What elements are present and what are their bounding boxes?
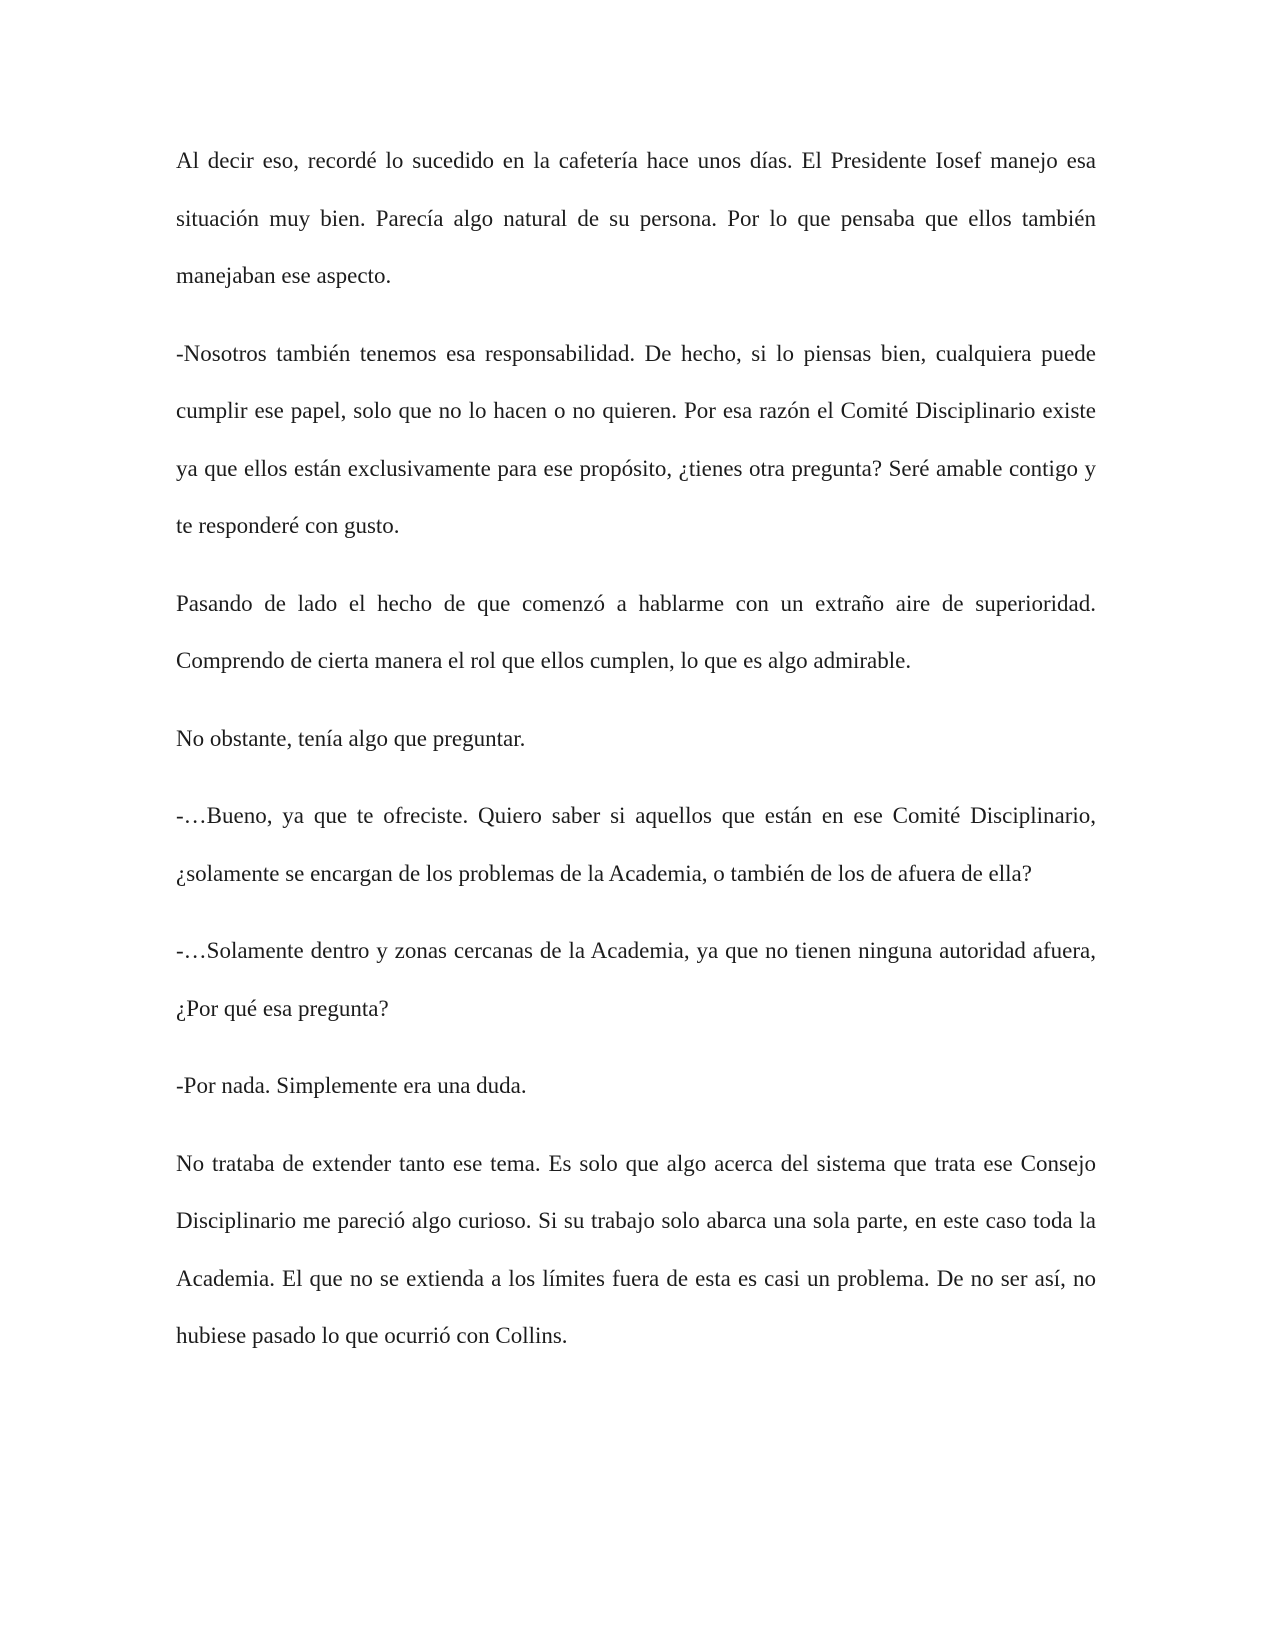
paragraph: No obstante, tenía algo que preguntar. [176, 725, 526, 751]
paragraph: Al decir eso, recordé lo sucedido en la cafetería hace unos días. El Presidente Iosef manejo esa situación muy bien. Parecía algo natural de su persona. Por lo que pensaba que ellos también manejaban ese aspecto. [176, 148, 1096, 288]
paragraph: No trataba de extender tanto ese tema. Es solo que algo acerca del sistema que trata ese Consejo Disciplinario me pareció algo curioso. Si su trabajo solo abarca una sola parte, en este caso toda la Academia. El que no se extienda a los límites fuera de esta es casi un problema. De no ser así, no hubiese pasado lo que ocurrió con Collins. [176, 1150, 1096, 1348]
paragraph: Pasando de lado el hecho de que comenzó a hablarme con un extraño aire de superioridad. Comprendo de cierta manera el rol que ellos cumplen, lo que es algo admirable. [176, 590, 1096, 673]
paragraph: -…Solamente dentro y zonas cercanas de la Academia, ya que no tienen ninguna autoridad afuera, ¿Por qué esa pregunta? [176, 938, 1096, 1021]
paragraph: -…Bueno, ya que te ofreciste. Quiero saber si aquellos que están en ese Comité Disciplinario, ¿solamente se encargan de los problemas de la Academia, o también de los de afuera de ella? [176, 803, 1096, 886]
body-text [176, 132, 1096, 1385]
paragraph: -Por nada. Simplemente era una duda. [176, 1073, 527, 1098]
paragraph: -Nosotros también tenemos esa responsabilidad. De hecho, si lo piensas bien, cualquiera puede cumplir ese papel, solo que no lo hacen o no quieren. Por esa razón el Comité Disciplinario existe ya que ellos están exclusivamente para ese propósito, ¿tienes otra pregunta? Seré amable contigo y te responderé con gusto. [176, 340, 1096, 538]
